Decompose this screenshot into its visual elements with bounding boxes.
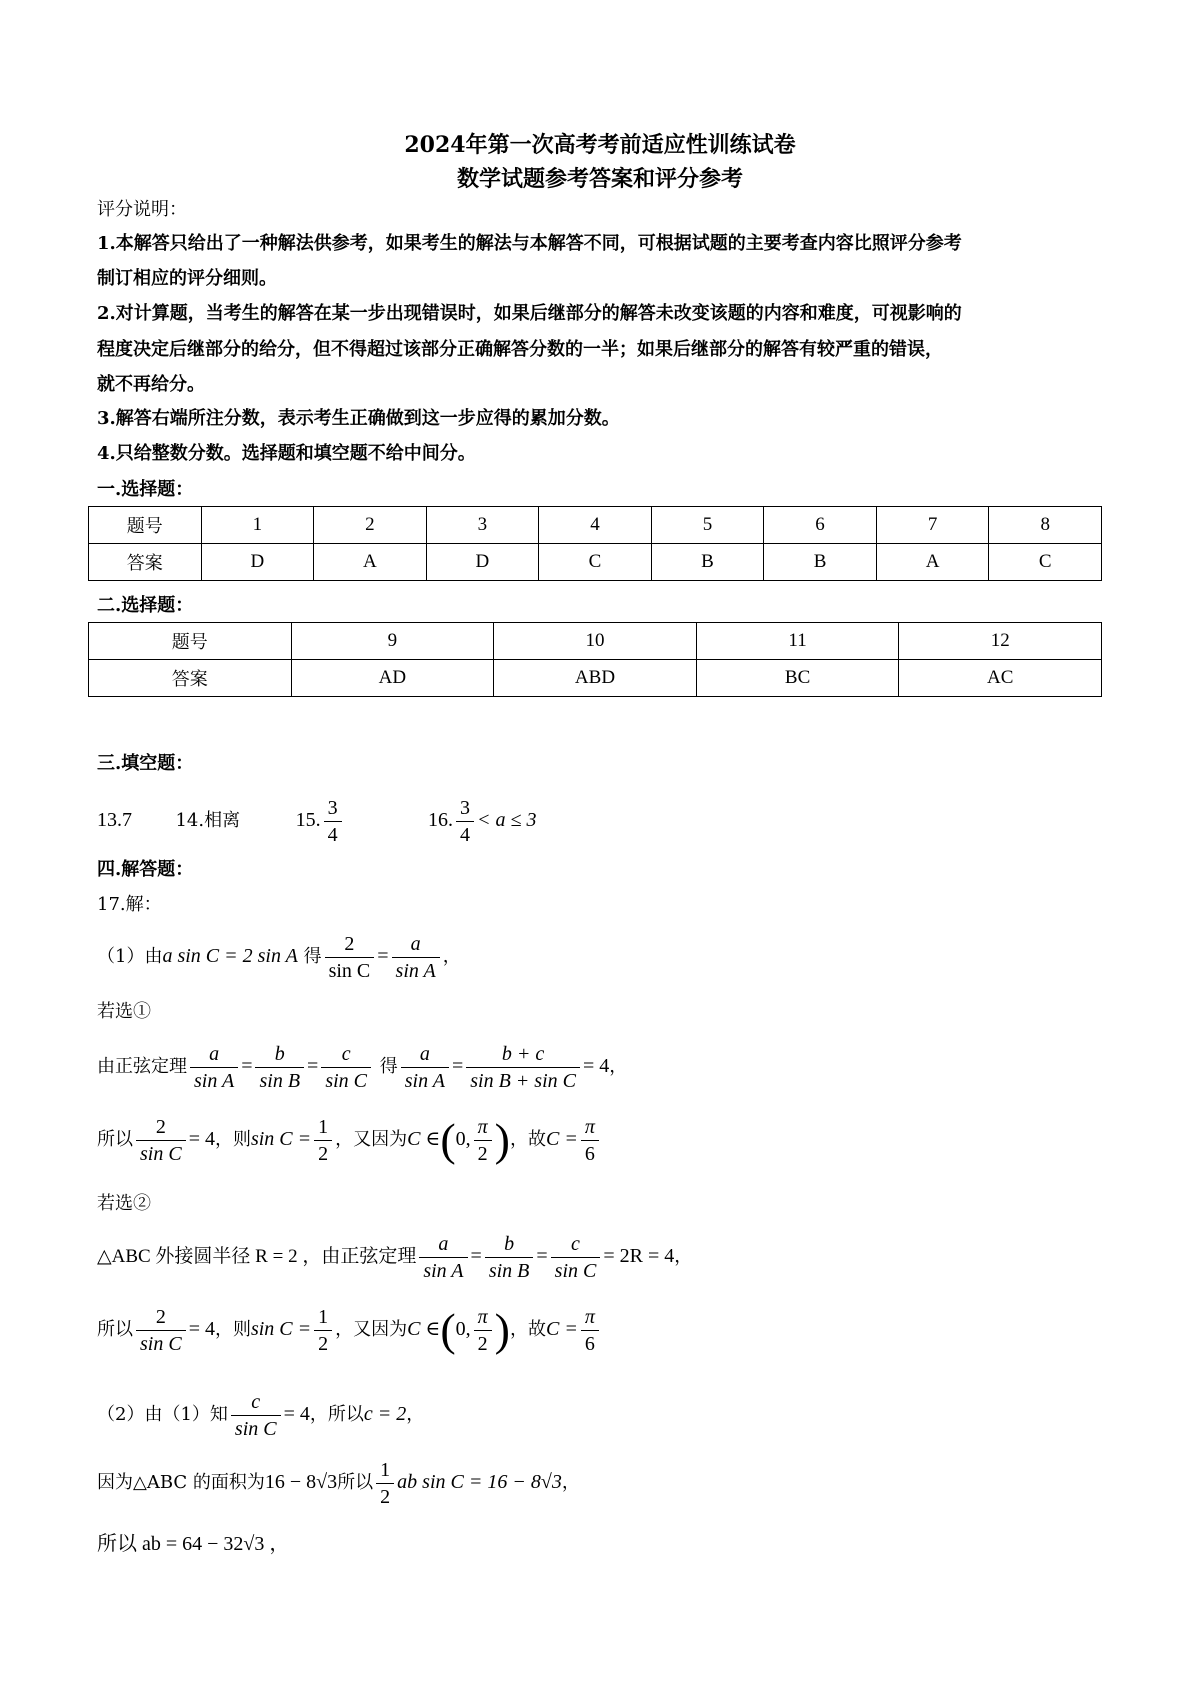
fill-in-answers [97,790,537,851]
text: ， [561,1472,580,1493]
note-3 [97,407,620,431]
text: ， [442,946,461,967]
note-text: 制订相应的评分细则。 [97,268,277,289]
fraction [474,1304,492,1357]
solution-line: △ABC 外接圆半径 R = 2 ，由正弦定理 $\frac{a}{\text{sin A}}$ = $\frac{b}{\text{sin B}}$ = $\frac{c}{\text{sin C}}$ = 2R = 4， [97,1232,693,1282]
denominator: sin A [404,1069,445,1092]
numerator: a [419,1231,467,1258]
denominator: 2 [318,1142,329,1165]
fraction [474,1114,492,1167]
fraction [321,1041,371,1094]
numerator: 3 [324,795,342,822]
numerator: 2 [136,1304,186,1331]
denominator: 2 [477,1332,488,1355]
equation: 16 − 8√3 [264,1471,338,1493]
fraction [325,931,375,984]
equation: 0, [455,1128,471,1150]
fraction [485,1231,534,1284]
note-text: 2.对计算题，当考生的解答在某一步出现错误时，如果后继部分的解答未改变该题的内容和难度，可视影响的 [97,303,962,324]
equation: 所以 ab = 64 − 32√3 ， [97,1533,290,1555]
text: ，又因为 [335,1319,408,1340]
answer-15-label: 15. [295,809,321,831]
denominator: 2 [318,1332,329,1355]
numerator: 2 [136,1114,186,1141]
solution-line [97,1532,289,1557]
text: ， [406,1404,425,1425]
text: 由正弦定理 [97,1056,187,1077]
note-2-line-1 [97,302,962,326]
fraction [136,1304,186,1357]
equation: = 4 [283,1403,310,1425]
question-number: 10 [494,623,697,660]
answer-16-inequality: < a ≤ 3 [477,809,537,831]
denominator: sin C [140,1332,182,1355]
text: 因为△ABC 的面积为 [97,1472,265,1493]
text: △ABC 外接圆半径 R = 2 ，由正弦定理 [97,1246,417,1267]
fraction [136,1114,186,1167]
solution-line: 所以 $\frac{2}{\text{sin C}}$ = 4，则sin C = $\frac{1}{2}$ ，又因为C ∈(0, $\frac{\pi}{2}$ )，故C = $\frac{\pi}{6}$ [97,1104,602,1175]
numerator: c [321,1041,371,1068]
question-number: 5 [651,507,764,544]
answer-cell: B [651,544,764,581]
note-text: 就不再给分。 [97,374,205,395]
equation: sin C = [250,1128,312,1150]
text: ，则 [214,1129,251,1150]
note-4 [97,442,476,466]
fraction [314,1304,332,1357]
fraction [581,1304,599,1357]
equation: C ∈ [407,1318,441,1340]
numerator: 1 [376,1457,394,1484]
denominator: sin B [488,1259,530,1282]
exam-subtitle: 数学试题参考答案和评分参考 [456,166,743,192]
solution-line: 由正弦定理 $\frac{a}{\text{sin A}}$ = $\frac{b}{\text{sin B}}$ = $\frac{c}{\text{sin C}}$ 得 $\frac{a}{\text{sin A}}$ = $\frac{b + c}{\text{sin B + sin C}}$ = 4， [97,1042,628,1092]
table-row [89,660,1102,697]
answer-cell: AD [291,660,494,697]
numerator: a [401,1041,449,1068]
denominator: 2 [380,1485,391,1508]
fraction [376,1457,394,1510]
equation: C ∈ [407,1128,441,1150]
answer-cell: A [314,544,427,581]
equation: 0, [455,1318,471,1340]
numerator: 3 [456,795,474,822]
fraction [231,1389,281,1442]
equation: C = [546,1128,578,1150]
text: ，则 [214,1319,251,1340]
note-text: 程度决定后继部分的给分，但不得超过该部分正确解答分数的一半；如果后继部分的解答有较严重的错误， [97,339,943,360]
question-number: 12 [899,623,1102,660]
choice-1-label: 若选① [97,1001,151,1022]
note-2-line-3 [97,373,205,397]
fraction [419,1231,467,1284]
fraction [401,1041,449,1094]
answer-cell: C [539,544,652,581]
note-text: 1.本解答只给出了一种解法供参考，如果考生的解法与本解答不同，可根据试题的主要考查内容比照评分参考 [97,233,962,254]
table-row [89,544,1102,581]
denominator: 6 [584,1332,595,1355]
table-row [89,623,1102,660]
denominator: sin B [259,1069,301,1092]
numerator: 2 [325,931,375,958]
table-row-label: 题号 [89,623,292,660]
text: ，又因为 [335,1129,408,1150]
denominator: sin A [423,1259,464,1282]
answer-cell: ABD [494,660,697,697]
fraction [456,795,474,848]
text: 所以 [337,1472,374,1493]
fraction [324,795,342,848]
notes-heading: 评分说明： [97,199,187,220]
text: ， [609,1056,628,1077]
text: 所以 [97,1129,133,1150]
numerator: b + c [466,1041,580,1068]
denominator: sin B + sin C [470,1069,576,1092]
denominator: 6 [584,1142,595,1165]
denominator: sin A [395,959,436,982]
question-number: 8 [989,507,1102,544]
answer-table-1 [88,506,1102,581]
fraction [466,1041,580,1094]
equation: c = 2 [363,1403,407,1425]
numerator: π [581,1304,599,1331]
text: （1）由 [97,946,163,967]
numerator: 1 [314,1304,332,1331]
answer-cell: C [989,544,1102,581]
table-row [89,507,1102,544]
denominator: 2 [477,1142,488,1165]
exam-title: 2024年第一次高考考前适应性训练试卷 [404,132,796,158]
table-row-label: 题号 [89,507,202,544]
equation: ab sin C = 16 − 8√3 [397,1471,562,1493]
solution-line: （1）由a sin C = 2 sin A 得 $\frac{2}{\text{sin C}}$ = $\frac{a}{\text{sin A}}$ ， [97,932,461,982]
question-number: 9 [291,623,494,660]
numerator: π [474,1304,492,1331]
equation: sin C = [250,1318,312,1340]
denominator: sin C [140,1142,182,1165]
numerator: b [255,1041,304,1068]
answer-cell: D [201,544,314,581]
numerator: a [190,1041,238,1068]
fraction [551,1231,601,1284]
question-number: 1 [201,507,314,544]
solution-line [97,1384,424,1445]
numerator: π [581,1114,599,1141]
text: ， [674,1246,693,1267]
note-text: 3.解答右端所注分数，表示考生正确做到这一步应得的累加分数。 [97,408,620,429]
table-row-label: 答案 [89,544,202,581]
text: ，故 [510,1129,546,1150]
answer-cell: D [426,544,539,581]
denominator: sin C [328,959,371,982]
question-number: 4 [539,507,652,544]
text: 得 [303,946,322,967]
question-number: 6 [764,507,877,544]
answer-cell: AC [899,660,1102,697]
fraction [255,1041,304,1094]
table-row-label: 答案 [89,660,292,697]
note-1-line-1 [97,232,962,256]
fraction [190,1041,238,1094]
solution-line: 所以 $\frac{2}{\text{sin C}}$ = 4，则sin C = $\frac{1}{2}$ ，又因为C ∈(0, $\frac{\pi}{2}$ )，故C = $\frac{\pi}{6}$ [97,1294,602,1365]
answer-cell: BC [696,660,899,697]
answer-13: 13.7 [97,809,132,831]
question-number: 7 [876,507,989,544]
text: ，所以 [309,1404,364,1425]
numerator: b [485,1231,534,1258]
denominator: sin C [554,1259,597,1282]
note-1-line-2 [97,267,277,291]
numerator: c [551,1231,601,1258]
solution-line [97,1452,580,1513]
problem-17-label: 17.解： [97,894,162,915]
choice-2-label: 若选② [97,1193,151,1214]
answer-16-label: 16. [428,809,454,831]
section-4-heading: 四.解答题： [97,859,194,880]
numerator: c [231,1389,281,1416]
section-3-heading: 三.填空题： [97,753,194,774]
equation: = 4 [188,1318,215,1340]
question-number: 3 [426,507,539,544]
text: （2）由（1）知 [97,1404,228,1425]
question-number: 11 [696,623,899,660]
denominator: 4 [327,823,338,846]
denominator: 4 [460,823,471,846]
equation: = 2R = 4 [603,1245,675,1267]
equation: a sin C = 2 sin A [162,945,298,967]
answer-table-2 [88,622,1102,697]
fraction [392,931,440,984]
text: 所以 [97,1319,133,1340]
answer-cell: B [764,544,877,581]
numerator: π [474,1114,492,1141]
denominator: sin C [325,1069,368,1092]
fraction [314,1114,332,1167]
note-2-line-2 [97,338,943,362]
text: ，故 [510,1319,546,1340]
denominator: sin C [234,1417,277,1440]
equation: = 4 [188,1128,215,1150]
section-1-heading: 一.选择题： [97,479,194,500]
numerator: a [392,931,440,958]
note-text: 4.只给整数分数。选择题和填空题不给中间分。 [97,443,476,464]
answer-cell: A [876,544,989,581]
numerator: 1 [314,1114,332,1141]
fraction [581,1114,599,1167]
answer-14: 14.相离 [175,810,241,831]
text: 得 [379,1056,398,1077]
section-2-heading: 二.选择题： [97,595,194,616]
denominator: sin A [194,1069,235,1092]
equation: = 4 [582,1055,610,1077]
equation: C = [546,1318,578,1340]
question-number: 2 [314,507,427,544]
